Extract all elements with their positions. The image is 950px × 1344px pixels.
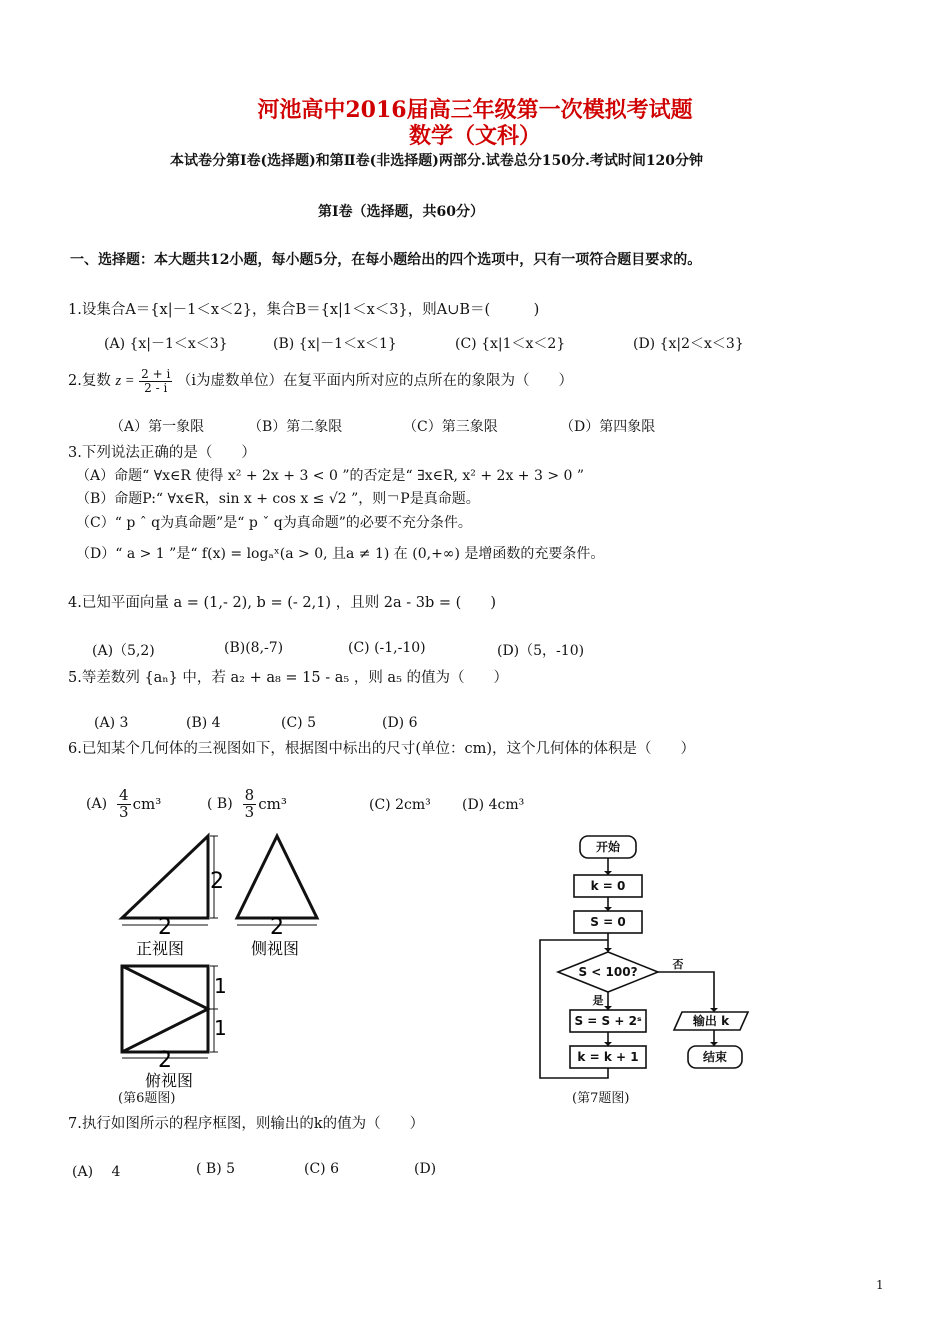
q6-b-unit: cm³	[258, 795, 287, 814]
q3-option-a: （A）命题“ ∀x∈R 使得 x² + 2x + 3 < 0 ”的否定是“ ∃x∈R, x² + 2x + 3 > 0 ”	[76, 468, 585, 484]
q3-option-c: （C）“ p ˆ q为真命题”是“ p ˇ q为真命题”的必要不充分条件。	[76, 515, 472, 531]
three-view-diagram	[110, 830, 340, 1090]
q7-option-d: (D)	[414, 1161, 437, 1177]
fig7-caption: (第7题图)	[572, 1091, 630, 1106]
flow-s0-label: S = 0	[590, 915, 626, 929]
q2-z: z =	[115, 373, 135, 390]
q7-option-b: ( B) 5	[196, 1161, 236, 1177]
q1-stem: 1.设集合A＝{x|－1＜x＜2}，集合B＝{x|1＜x＜3}，则A∪B＝( )	[68, 302, 540, 318]
q6-b-label: ( B)	[207, 796, 233, 813]
q2-pre: 2.复数	[68, 373, 111, 390]
front-dim-width: 2	[158, 915, 172, 940]
top-dim-lower: 1	[214, 1016, 227, 1040]
flow-k0-label: k = 0	[590, 879, 626, 893]
q1-option-d: (D) {x|2＜x＜3}	[633, 336, 744, 352]
q2-stem	[68, 368, 573, 394]
q6-a-num: 4	[119, 786, 129, 804]
q4-option-b: (B)(8,-7)	[224, 640, 284, 656]
q4-option-c: (C) (-1,-10)	[348, 640, 426, 656]
side-view-label: 侧视图	[251, 939, 300, 958]
flow-yes-label: 是	[592, 994, 604, 1007]
q6-stem: 6.已知某个几何体的三视图如下，根据图中标出的尺寸(单位：cm)，这个几何体的体积是（ ）	[68, 741, 696, 757]
section1-heading: 一、选择题：本大题共12小题，每小题5分，在每小题给出的四个选项中，只有一项符合题目要求的。	[70, 252, 702, 268]
q6-b-num: 8	[244, 786, 255, 804]
q2-numerator: 2 + i	[141, 367, 171, 381]
q7-stem: 7.执行如图所示的程序框图，则输出的k的值为（ ）	[68, 1116, 425, 1132]
q6-a-label: (A)	[86, 796, 108, 813]
fig6-caption: (第6题图)	[118, 1091, 176, 1106]
top-dim-width: 2	[158, 1048, 172, 1073]
q1-option-b: (B) {x|－1＜x＜1}	[273, 336, 397, 352]
top-view-label: 俯视图	[145, 1071, 194, 1090]
flow-no-label: 否	[672, 958, 684, 971]
q6-option-d: (D) 4cm³	[462, 797, 525, 813]
q2-denominator: 2 - i	[144, 380, 168, 395]
front-view-shape	[122, 836, 208, 918]
q7-option-a: (A) 4	[72, 1164, 121, 1180]
q6-option-b	[207, 788, 287, 821]
flow-end-label: 结束	[702, 1050, 728, 1064]
q5-stem: 5.等差数列 {aₙ} 中，若 a₂ + a₈ = 15 - a₅ ，则 a₅ 的值为（ ）	[68, 670, 508, 686]
flow-no-line	[658, 972, 714, 1010]
q6-a-den: 3	[119, 802, 129, 821]
q7-option-c: (C) 6	[304, 1161, 339, 1177]
q6-option-a	[86, 788, 161, 821]
q6-option-c: (C) 2cm³	[369, 797, 431, 813]
flow-output-label: 输出 k	[692, 1014, 730, 1028]
flow-inc-label: k = k + 1	[577, 1050, 639, 1064]
q5-option-c: (C) 5	[281, 715, 316, 731]
q2-option-c: （C）第三象限	[403, 419, 498, 435]
flowchart	[530, 832, 770, 1084]
arrow	[604, 948, 612, 952]
q6-a-unit: cm³	[132, 795, 162, 814]
q2-option-a: （A）第一象限	[110, 419, 205, 435]
q5-option-a: (A) 3	[94, 715, 129, 731]
q2-fraction	[139, 368, 172, 394]
q3-option-b: （B）命题P:“ ∀x∈R，sin x + cos x ≤ √2 ”，则￢P是真命题。	[76, 491, 480, 507]
side-dim-width: 2	[270, 915, 284, 940]
flow-update-label: S = S + 2ˢ	[574, 1014, 642, 1028]
q3-stem: 3.下列说法正确的是（ ）	[68, 445, 256, 461]
flow-cond-label: S < 100?	[578, 965, 638, 979]
top-dim-upper: 1	[214, 974, 227, 998]
q6-a-fraction	[117, 788, 131, 821]
q2-post: （i为虚数单位）在复平面内所对应的点所在的象限为（ ）	[176, 373, 574, 390]
exam-title: 河池高中2016届高三年级第一次模拟考试题	[257, 97, 693, 123]
q1-option-c: (C) {x|1＜x＜2}	[455, 336, 566, 352]
q2-option-d: （D）第四象限	[560, 419, 656, 435]
q4-option-a: (A)（5,2)	[92, 643, 155, 659]
exam-intro: 本试卷分第Ⅰ卷(选择题)和第Ⅱ卷(非选择题)两部分.试卷总分150分.考试时间120分钟	[170, 153, 704, 169]
q3-option-d: （D）“ a > 1 ”是“ f(x) = logₐˣ(a > 0, 且a ≠ 1) 在 (0,+∞) 是增函数的充要条件。	[76, 546, 605, 562]
side-view-shape	[237, 836, 317, 918]
exam-subtitle: 数学（文科）	[408, 123, 541, 149]
top-view-shape	[122, 966, 208, 1052]
q4-option-d: (D)（5，-10)	[497, 643, 585, 659]
q6-b-fraction	[243, 788, 257, 821]
q2-option-b: （B）第二象限	[248, 419, 343, 435]
part1-heading: 第Ⅰ卷（选择题，共60分）	[318, 204, 485, 220]
page-number: 1	[876, 1278, 884, 1292]
q5-option-d: (D) 6	[382, 715, 418, 731]
front-view-label: 正视图	[136, 939, 185, 958]
q4-stem: 4.已知平面向量 a = (1,- 2), b = (- 2,1) ，且则 2a - 3b = ( )	[68, 595, 496, 611]
top-view-inner-triangle	[122, 966, 208, 1052]
q1-option-a: (A) {x|－1＜x＜3}	[104, 336, 228, 352]
flow-start-label: 开始	[595, 840, 621, 854]
q6-b-den: 3	[244, 802, 255, 821]
front-dim-height: 2	[210, 869, 224, 894]
q5-option-b: (B) 4	[186, 715, 221, 731]
